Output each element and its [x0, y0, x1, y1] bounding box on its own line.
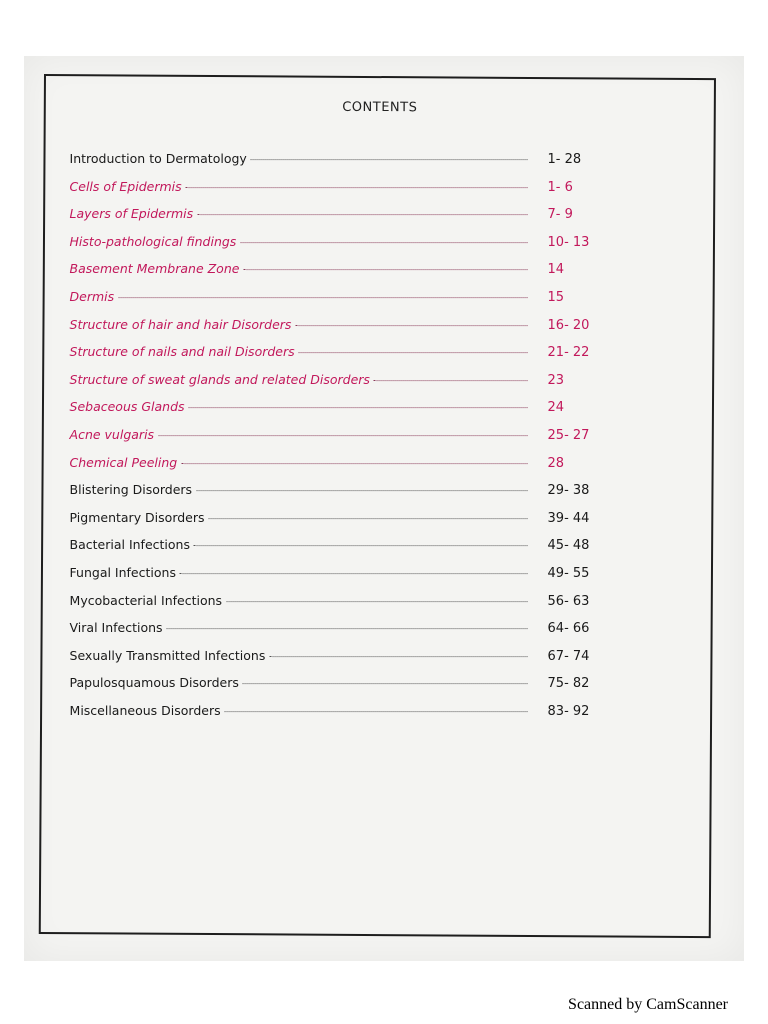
toc-entry-pages: 15	[547, 290, 565, 306]
dot-leader	[194, 545, 528, 546]
toc-entry-title: Dermis	[69, 289, 115, 305]
toc-entry-pages: 39- 44	[547, 510, 590, 526]
toc-entry-pages: 67- 74	[547, 648, 590, 664]
toc-entry-pages: 25- 27	[547, 428, 590, 444]
dot-leader	[295, 325, 527, 326]
table-of-contents	[70, 151, 610, 730]
toc-entry	[70, 427, 610, 455]
toc-entry-title: Pigmentary Disorders	[69, 509, 205, 525]
toc-entry-pages: 16- 20	[547, 317, 590, 333]
toc-entry-title: Introduction to Dermatology	[69, 151, 247, 167]
toc-entry-title: Bacterial Infections	[69, 537, 190, 553]
toc-entry-title: Structure of hair and hair Disorders	[69, 316, 292, 332]
toc-entry-pages: 28	[547, 455, 565, 471]
dot-leader	[181, 463, 527, 464]
toc-entry	[70, 648, 610, 676]
toc-entry	[70, 317, 610, 345]
dot-leader	[299, 352, 528, 353]
scanner-watermark: Scanned by CamScanner	[568, 996, 728, 1013]
dot-leader	[209, 518, 528, 519]
dot-leader	[186, 187, 528, 188]
toc-entry-title: Mycobacterial Infections	[69, 592, 223, 608]
toc-entry-title: Histo-pathological findings	[69, 233, 237, 249]
toc-entry	[70, 510, 610, 538]
toc-entry	[70, 537, 610, 565]
toc-entry-pages: 29- 38	[547, 483, 590, 499]
toc-entry-pages: 56- 63	[547, 593, 590, 609]
toc-entry-pages: 23	[547, 372, 565, 388]
dot-leader	[225, 711, 528, 712]
toc-entry-pages: 83- 92	[547, 704, 590, 720]
toc-entry-title: Structure of nails and nail Disorders	[69, 344, 295, 360]
dot-leader	[180, 573, 528, 574]
toc-entry-title: Miscellaneous Disorders	[69, 703, 221, 719]
dot-leader	[158, 435, 527, 436]
toc-entry	[70, 703, 610, 731]
page-border	[39, 74, 716, 938]
toc-entry-pages: 1- 6	[547, 179, 573, 195]
dot-leader	[243, 683, 528, 684]
toc-entry	[70, 455, 610, 483]
toc-entry-title: Fungal Infections	[69, 565, 176, 581]
toc-entry-title: Blistering Disorders	[69, 482, 193, 498]
scanned-page	[24, 56, 744, 961]
dot-leader	[189, 408, 528, 409]
toc-entry-title: Chemical Peeling	[69, 454, 178, 470]
toc-entry-pages: 45- 48	[547, 538, 590, 554]
toc-entry	[70, 400, 610, 428]
toc-entry-title: Layers of Epidermis	[69, 206, 194, 222]
toc-entry-title: Papulosquamous Disorders	[69, 675, 239, 691]
toc-entry	[70, 482, 610, 510]
toc-entry	[70, 234, 610, 262]
toc-entry-title: Acne vulgaris	[69, 427, 155, 443]
toc-entry-pages: 10- 13	[547, 234, 590, 250]
toc-entry-pages: 7- 9	[547, 207, 573, 223]
dot-leader	[196, 490, 527, 491]
toc-entry	[70, 675, 610, 703]
toc-entry-pages: 24	[547, 400, 565, 416]
toc-entry	[70, 372, 610, 400]
toc-entry	[70, 620, 610, 648]
toc-entry	[70, 151, 610, 179]
contents-heading: CONTENTS	[342, 99, 418, 116]
dot-leader	[167, 628, 528, 629]
toc-entry-title: Cells of Epidermis	[69, 178, 182, 194]
dot-leader	[226, 601, 527, 602]
dot-leader	[118, 297, 527, 298]
toc-entry-pages: 21- 22	[547, 345, 590, 361]
toc-entry	[70, 565, 610, 593]
dot-leader	[374, 380, 528, 381]
toc-entry	[70, 593, 610, 621]
dot-leader	[269, 656, 527, 657]
toc-entry-title: Structure of sweat glands and related Disorders	[69, 371, 370, 387]
toc-entry-pages: 75- 82	[547, 676, 590, 692]
toc-entry-pages: 64- 66	[547, 621, 590, 637]
toc-entry	[70, 179, 610, 207]
dot-leader	[251, 159, 528, 160]
toc-entry-pages: 1- 28	[547, 152, 582, 168]
toc-entry	[70, 344, 610, 372]
toc-entry	[70, 206, 610, 234]
toc-entry-title: Basement Membrane Zone	[69, 261, 240, 277]
toc-entry-title: Sebaceous Glands	[69, 399, 185, 415]
toc-entry	[70, 289, 610, 317]
toc-entry-pages: 14	[547, 262, 565, 278]
toc-entry-title: Sexually Transmitted Infections	[69, 647, 266, 663]
dot-leader	[197, 214, 527, 215]
dot-leader	[243, 270, 527, 271]
dot-leader	[240, 242, 527, 243]
toc-entry	[70, 262, 610, 290]
toc-entry-pages: 49- 55	[547, 566, 590, 582]
toc-entry-title: Viral Infections	[69, 620, 163, 636]
